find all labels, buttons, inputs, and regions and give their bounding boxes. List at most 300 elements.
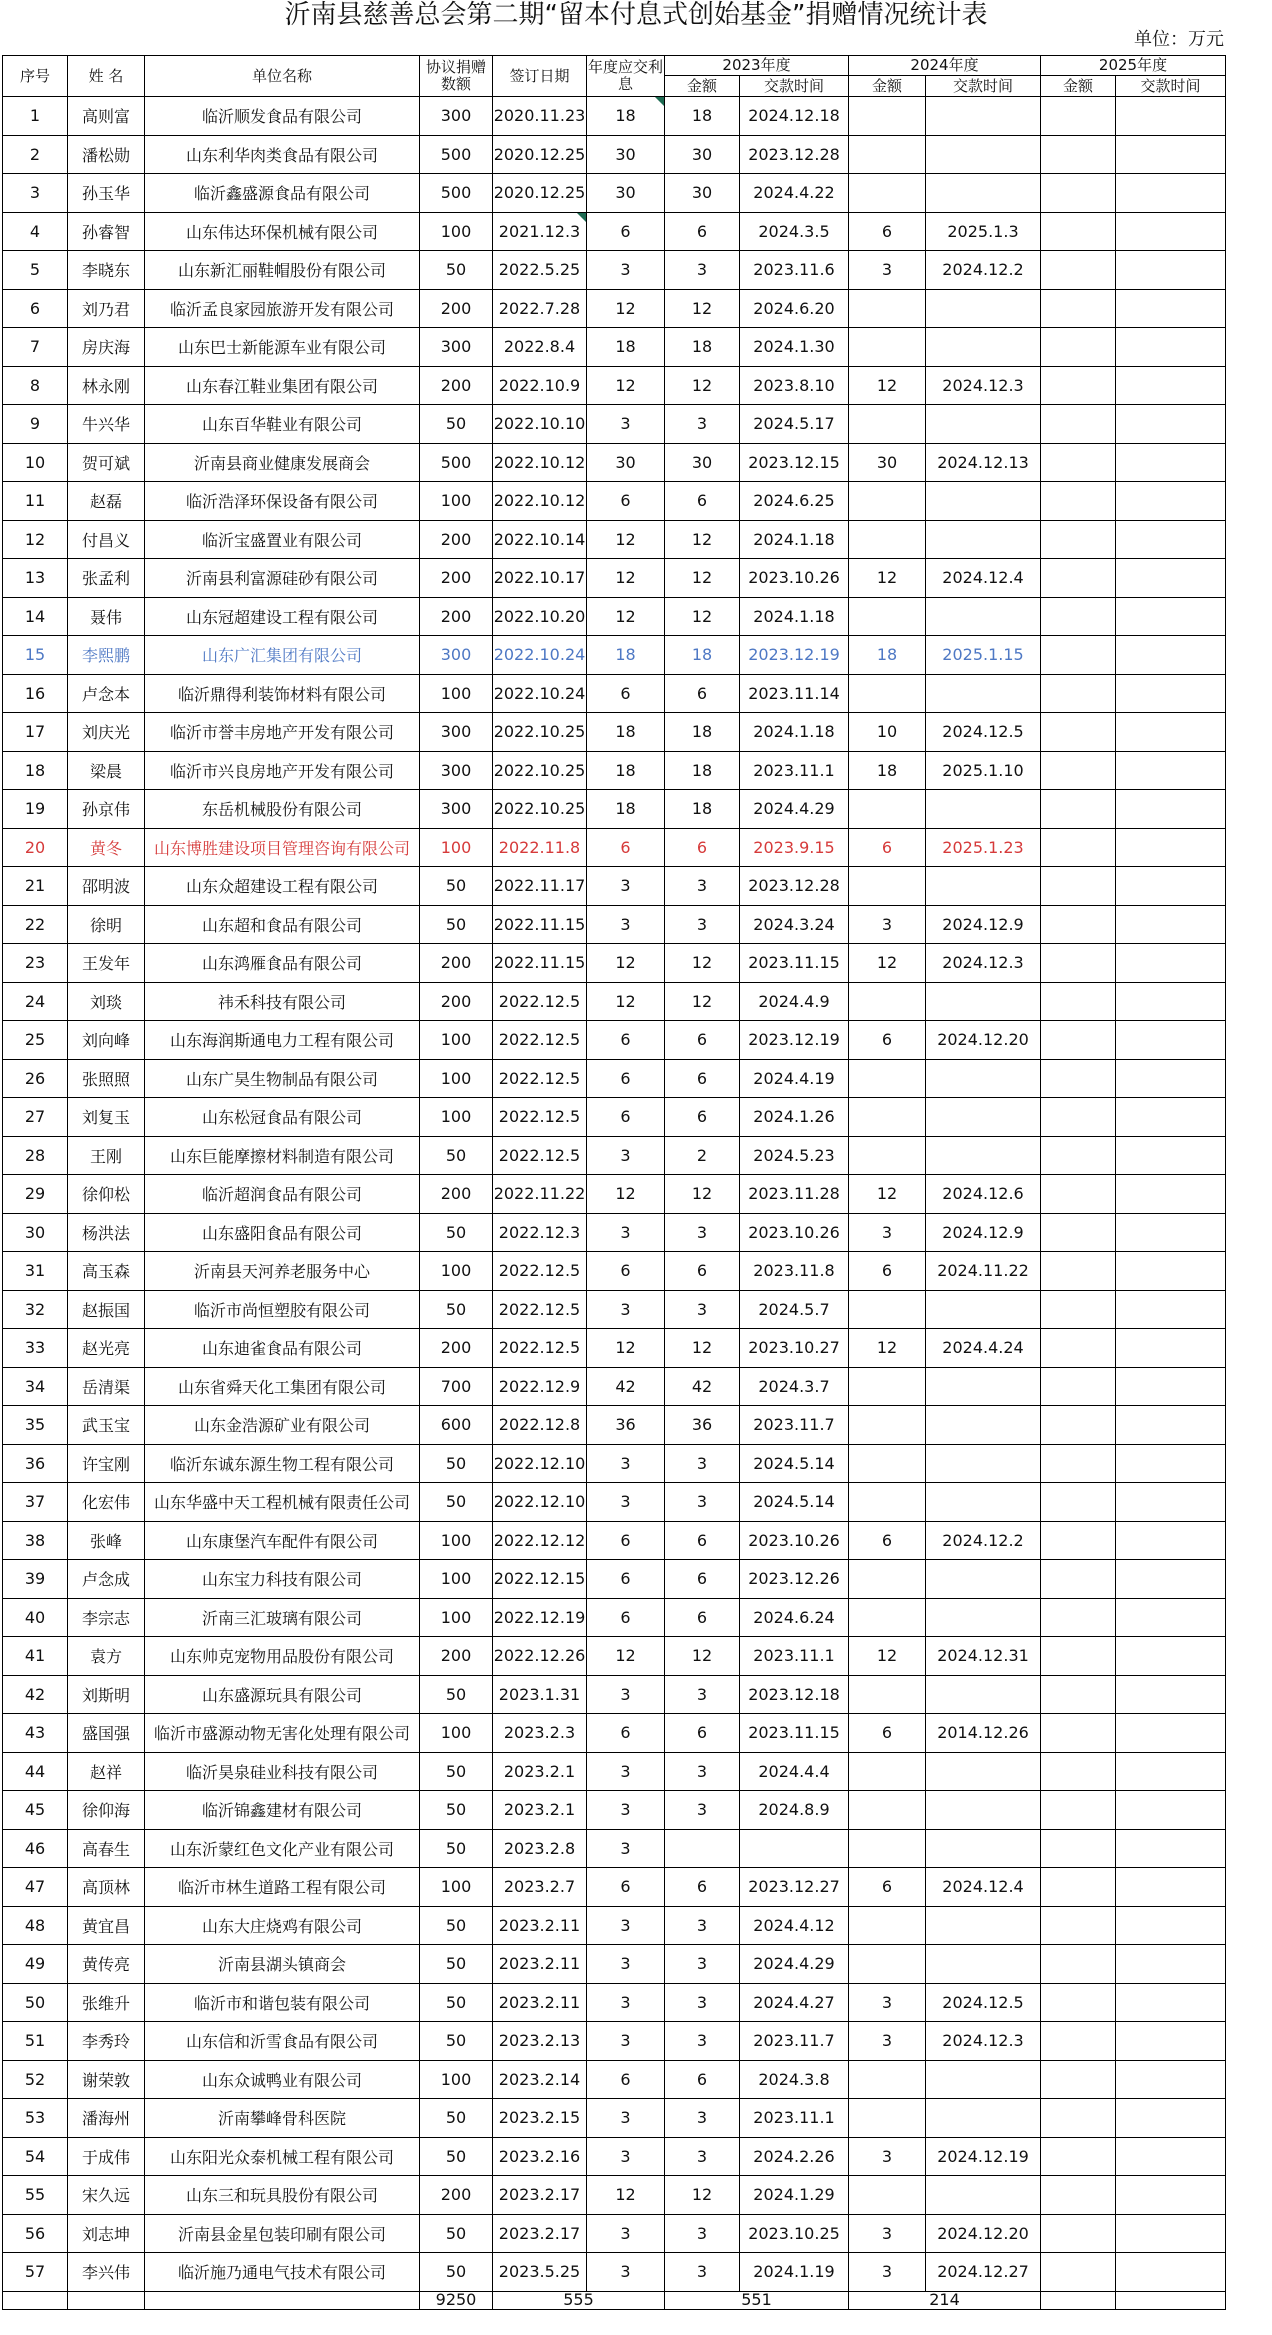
header-date: 签订日期 bbox=[493, 56, 587, 97]
name-cell: 刘庆光 bbox=[68, 713, 145, 752]
amount-2024-cell bbox=[849, 482, 926, 521]
amount-cell: 300 bbox=[420, 328, 493, 367]
amount-2025-cell bbox=[1041, 520, 1116, 559]
table-row bbox=[3, 636, 1226, 675]
name-cell: 赵光亮 bbox=[68, 1329, 145, 1368]
interest-cell: 12 bbox=[587, 289, 665, 328]
time-2024-cell: 2024.12.3 bbox=[926, 944, 1041, 983]
amount-2025-cell bbox=[1041, 713, 1116, 752]
interest-cell: 6 bbox=[587, 1868, 665, 1907]
amount-2024-cell: 12 bbox=[849, 944, 926, 983]
time-2023-cell: 2023.11.7 bbox=[740, 1406, 849, 1445]
time-2024-cell bbox=[926, 790, 1041, 829]
amount-2024-cell: 3 bbox=[849, 251, 926, 290]
amount-cell: 600 bbox=[420, 1406, 493, 1445]
company-cell: 山东省舜天化工集团有限公司 bbox=[145, 1367, 420, 1406]
time-2025-cell bbox=[1116, 2060, 1226, 2099]
amount-2024-cell: 12 bbox=[849, 1175, 926, 1214]
interest-cell: 18 bbox=[587, 636, 665, 675]
amount-2023-cell: 30 bbox=[665, 174, 740, 213]
amount-2024-cell: 18 bbox=[849, 636, 926, 675]
amount-2024-cell: 6 bbox=[849, 1021, 926, 1060]
totals-cell bbox=[68, 2291, 145, 2309]
interest-cell: 6 bbox=[587, 482, 665, 521]
name-cell: 潘松勋 bbox=[68, 135, 145, 174]
time-2024-cell: 2025.1.3 bbox=[926, 212, 1041, 251]
amount-2023-cell: 3 bbox=[665, 405, 740, 444]
time-2024-cell bbox=[926, 1136, 1041, 1175]
amount-cell: 100 bbox=[420, 482, 493, 521]
time-2023-cell: 2024.4.19 bbox=[740, 1059, 849, 1098]
seq-cell: 53 bbox=[3, 2099, 68, 2138]
name-cell: 黄宜昌 bbox=[68, 1906, 145, 1945]
donation-table bbox=[2, 55, 1226, 2310]
interest-cell: 3 bbox=[587, 251, 665, 290]
amount-2024-cell bbox=[849, 1444, 926, 1483]
amount-2025-cell bbox=[1041, 1598, 1116, 1637]
time-2024-cell bbox=[926, 1098, 1041, 1137]
seq-cell: 18 bbox=[3, 751, 68, 790]
amount-cell: 200 bbox=[420, 1329, 493, 1368]
seq-cell: 11 bbox=[3, 482, 68, 521]
name-cell: 高则富 bbox=[68, 97, 145, 136]
amount-2023-cell: 3 bbox=[665, 1752, 740, 1791]
time-2023-cell: 2024.5.23 bbox=[740, 1136, 849, 1175]
amount-2023-cell: 6 bbox=[665, 828, 740, 867]
seq-cell: 21 bbox=[3, 867, 68, 906]
table-row bbox=[3, 2176, 1226, 2215]
amount-cell: 100 bbox=[420, 1021, 493, 1060]
company-cell: 沂南县商业健康发展商会 bbox=[145, 443, 420, 482]
time-2024-cell bbox=[926, 1059, 1041, 1098]
date-cell: 2022.10.25 bbox=[493, 790, 587, 829]
table-row bbox=[3, 1098, 1226, 1137]
seq-cell: 36 bbox=[3, 1444, 68, 1483]
time-2025-cell bbox=[1116, 1829, 1226, 1868]
date-cell: 2022.10.9 bbox=[493, 366, 587, 405]
seq-cell: 16 bbox=[3, 674, 68, 713]
amount-cell: 50 bbox=[420, 1483, 493, 1522]
table-row bbox=[3, 1252, 1226, 1291]
name-cell: 高玉森 bbox=[68, 1252, 145, 1291]
date-cell: 2022.12.5 bbox=[493, 1329, 587, 1368]
time-2024-cell bbox=[926, 1444, 1041, 1483]
time-2024-cell: 2024.12.6 bbox=[926, 1175, 1041, 1214]
company-cell: 山东华盛中天工程机械有限责任公司 bbox=[145, 1483, 420, 1522]
amount-cell: 50 bbox=[420, 405, 493, 444]
amount-cell: 50 bbox=[420, 2099, 493, 2138]
time-2024-cell bbox=[926, 1367, 1041, 1406]
company-cell: 祎禾科技有限公司 bbox=[145, 982, 420, 1021]
amount-cell: 50 bbox=[420, 1906, 493, 1945]
interest-cell: 3 bbox=[587, 1483, 665, 1522]
name-cell: 刘斯明 bbox=[68, 1675, 145, 1714]
time-2024-cell: 2024.12.20 bbox=[926, 1021, 1041, 1060]
total-2023: 551 bbox=[665, 2291, 849, 2309]
amount-cell: 50 bbox=[420, 2137, 493, 2176]
name-cell: 徐仰松 bbox=[68, 1175, 145, 1214]
date-cell: 2023.2.17 bbox=[493, 2214, 587, 2253]
seq-cell: 31 bbox=[3, 1252, 68, 1291]
amount-cell: 200 bbox=[420, 289, 493, 328]
interest-cell: 6 bbox=[587, 2060, 665, 2099]
interest-cell: 3 bbox=[587, 1136, 665, 1175]
time-2024-cell bbox=[926, 405, 1041, 444]
seq-cell: 29 bbox=[3, 1175, 68, 1214]
time-2024-cell: 2025.1.15 bbox=[926, 636, 1041, 675]
time-2025-cell bbox=[1116, 1136, 1226, 1175]
amount-2024-cell: 3 bbox=[849, 2214, 926, 2253]
table-row bbox=[3, 2060, 1226, 2099]
amount-2025-cell bbox=[1041, 482, 1116, 521]
date-cell: 2023.1.31 bbox=[493, 1675, 587, 1714]
amount-2024-cell bbox=[849, 790, 926, 829]
company-cell: 临沂市林生道路工程有限公司 bbox=[145, 1868, 420, 1907]
seq-cell: 46 bbox=[3, 1829, 68, 1868]
seq-cell: 32 bbox=[3, 1290, 68, 1329]
amount-2025-cell bbox=[1041, 97, 1116, 136]
amount-cell: 50 bbox=[420, 1213, 493, 1252]
date-cell: 2020.12.25 bbox=[493, 174, 587, 213]
seq-cell: 4 bbox=[3, 212, 68, 251]
date-cell: 2022.8.4 bbox=[493, 328, 587, 367]
interest-cell: 6 bbox=[587, 1714, 665, 1753]
time-2024-cell bbox=[926, 867, 1041, 906]
amount-cell: 500 bbox=[420, 174, 493, 213]
time-2025-cell bbox=[1116, 1175, 1226, 1214]
time-2024-cell bbox=[926, 328, 1041, 367]
seq-cell: 20 bbox=[3, 828, 68, 867]
company-cell: 临沂宝盛置业有限公司 bbox=[145, 520, 420, 559]
name-cell: 李兴伟 bbox=[68, 2253, 145, 2292]
time-2025-cell bbox=[1116, 1406, 1226, 1445]
time-2024-cell bbox=[926, 2176, 1041, 2215]
seq-cell: 45 bbox=[3, 1791, 68, 1830]
name-cell: 许宝刚 bbox=[68, 1444, 145, 1483]
amount-cell: 200 bbox=[420, 982, 493, 1021]
interest-cell: 3 bbox=[587, 2099, 665, 2138]
interest-cell: 12 bbox=[587, 2176, 665, 2215]
total-amount: 9250 bbox=[420, 2291, 493, 2309]
table-row bbox=[3, 1059, 1226, 1098]
time-2025-cell bbox=[1116, 2176, 1226, 2215]
amount-2024-cell bbox=[849, 97, 926, 136]
company-cell: 山东冠超建设工程有限公司 bbox=[145, 597, 420, 636]
time-2025-cell bbox=[1116, 867, 1226, 906]
date-cell: 2021.12.3 bbox=[493, 212, 587, 251]
amount-cell: 200 bbox=[420, 559, 493, 598]
amount-2023-cell: 6 bbox=[665, 1059, 740, 1098]
time-2023-cell: 2023.11.1 bbox=[740, 751, 849, 790]
name-cell: 于成伟 bbox=[68, 2137, 145, 2176]
amount-2023-cell: 3 bbox=[665, 1945, 740, 1984]
time-2025-cell bbox=[1116, 2137, 1226, 2176]
time-2023-cell: 2024.6.25 bbox=[740, 482, 849, 521]
date-cell: 2022.11.15 bbox=[493, 944, 587, 983]
seq-cell: 42 bbox=[3, 1675, 68, 1714]
seq-cell: 47 bbox=[3, 1868, 68, 1907]
time-2023-cell: 2024.3.24 bbox=[740, 905, 849, 944]
amount-2025-cell bbox=[1041, 1213, 1116, 1252]
seq-cell: 27 bbox=[3, 1098, 68, 1137]
interest-cell: 3 bbox=[587, 1444, 665, 1483]
seq-cell: 34 bbox=[3, 1367, 68, 1406]
seq-cell: 15 bbox=[3, 636, 68, 675]
amount-cell: 700 bbox=[420, 1367, 493, 1406]
time-2024-cell: 2024.12.3 bbox=[926, 2022, 1041, 2061]
time-2025-cell bbox=[1116, 751, 1226, 790]
seq-cell: 28 bbox=[3, 1136, 68, 1175]
amount-2025-cell bbox=[1041, 674, 1116, 713]
time-2024-cell: 2024.12.5 bbox=[926, 713, 1041, 752]
date-cell: 2022.10.10 bbox=[493, 405, 587, 444]
time-2024-cell bbox=[926, 597, 1041, 636]
date-cell: 2022.10.17 bbox=[493, 559, 587, 598]
company-cell: 沂南三汇玻璃有限公司 bbox=[145, 1598, 420, 1637]
time-2025-cell bbox=[1116, 636, 1226, 675]
amount-cell: 50 bbox=[420, 2253, 493, 2292]
seq-cell: 1 bbox=[3, 97, 68, 136]
time-2024-cell bbox=[926, 1675, 1041, 1714]
amount-2025-cell bbox=[1041, 2253, 1116, 2292]
time-2025-cell bbox=[1116, 1021, 1226, 1060]
time-2024-cell bbox=[926, 520, 1041, 559]
header-2024: 2024年度 bbox=[849, 56, 1041, 76]
table-row bbox=[3, 1021, 1226, 1060]
amount-2024-cell bbox=[849, 1367, 926, 1406]
company-cell: 临沂浩泽环保设备有限公司 bbox=[145, 482, 420, 521]
amount-cell: 50 bbox=[420, 1444, 493, 1483]
company-cell: 山东金浩源矿业有限公司 bbox=[145, 1406, 420, 1445]
time-2024-cell: 2025.1.23 bbox=[926, 828, 1041, 867]
amount-cell: 100 bbox=[420, 1059, 493, 1098]
company-cell: 山东伟达环保机械有限公司 bbox=[145, 212, 420, 251]
time-2024-cell bbox=[926, 1560, 1041, 1599]
amount-2023-cell: 12 bbox=[665, 1329, 740, 1368]
header-2024-amount: 金额 bbox=[849, 76, 926, 97]
date-cell: 2023.5.25 bbox=[493, 2253, 587, 2292]
time-2024-cell bbox=[926, 1791, 1041, 1830]
date-cell: 2022.12.26 bbox=[493, 1637, 587, 1676]
seq-cell: 13 bbox=[3, 559, 68, 598]
date-cell: 2022.12.9 bbox=[493, 1367, 587, 1406]
company-cell: 临沂市誉丰房地产开发有限公司 bbox=[145, 713, 420, 752]
table-row bbox=[3, 2253, 1226, 2292]
date-cell: 2023.2.11 bbox=[493, 1906, 587, 1945]
name-cell: 梁晨 bbox=[68, 751, 145, 790]
amount-2023-cell: 3 bbox=[665, 1290, 740, 1329]
amount-2024-cell: 3 bbox=[849, 905, 926, 944]
time-2025-cell bbox=[1116, 559, 1226, 598]
date-cell: 2022.12.5 bbox=[493, 1252, 587, 1291]
amount-2023-cell: 42 bbox=[665, 1367, 740, 1406]
seq-cell: 3 bbox=[3, 174, 68, 213]
name-cell: 张孟利 bbox=[68, 559, 145, 598]
amount-cell: 300 bbox=[420, 713, 493, 752]
table-row bbox=[3, 2099, 1226, 2138]
time-2024-cell bbox=[926, 2060, 1041, 2099]
date-cell: 2022.10.24 bbox=[493, 636, 587, 675]
interest-cell: 12 bbox=[587, 366, 665, 405]
company-cell: 山东阳光众泰机械工程有限公司 bbox=[145, 2137, 420, 2176]
amount-cell: 100 bbox=[420, 1868, 493, 1907]
name-cell: 岳清渠 bbox=[68, 1367, 145, 1406]
time-2023-cell: 2024.5.17 bbox=[740, 405, 849, 444]
date-cell: 2022.12.5 bbox=[493, 1021, 587, 1060]
seq-cell: 7 bbox=[3, 328, 68, 367]
seq-cell: 24 bbox=[3, 982, 68, 1021]
seq-cell: 26 bbox=[3, 1059, 68, 1098]
amount-cell: 300 bbox=[420, 97, 493, 136]
amount-2023-cell: 12 bbox=[665, 520, 740, 559]
amount-2023-cell: 3 bbox=[665, 1983, 740, 2022]
amount-2023-cell: 2 bbox=[665, 1136, 740, 1175]
time-2023-cell: 2024.3.8 bbox=[740, 2060, 849, 2099]
amount-2024-cell bbox=[849, 1752, 926, 1791]
interest-cell: 6 bbox=[587, 1560, 665, 1599]
seq-cell: 14 bbox=[3, 597, 68, 636]
time-2025-cell bbox=[1116, 405, 1226, 444]
interest-cell: 3 bbox=[587, 1675, 665, 1714]
seq-cell: 10 bbox=[3, 443, 68, 482]
amount-2024-cell bbox=[849, 135, 926, 174]
seq-cell: 33 bbox=[3, 1329, 68, 1368]
date-cell: 2023.2.3 bbox=[493, 1714, 587, 1753]
time-2024-cell: 2024.4.24 bbox=[926, 1329, 1041, 1368]
interest-cell: 3 bbox=[587, 2022, 665, 2061]
time-2023-cell: 2023.12.19 bbox=[740, 636, 849, 675]
time-2024-cell: 2024.12.13 bbox=[926, 443, 1041, 482]
time-2025-cell bbox=[1116, 135, 1226, 174]
name-cell: 高春生 bbox=[68, 1829, 145, 1868]
time-2025-cell bbox=[1116, 251, 1226, 290]
time-2023-cell: 2024.4.29 bbox=[740, 790, 849, 829]
time-2024-cell bbox=[926, 289, 1041, 328]
company-cell: 临沂超润食品有限公司 bbox=[145, 1175, 420, 1214]
amount-2025-cell bbox=[1041, 212, 1116, 251]
seq-cell: 8 bbox=[3, 366, 68, 405]
amount-2025-cell bbox=[1041, 1906, 1116, 1945]
amount-cell: 100 bbox=[420, 1598, 493, 1637]
amount-cell: 500 bbox=[420, 135, 493, 174]
interest-cell: 18 bbox=[587, 713, 665, 752]
table-row bbox=[3, 1637, 1226, 1676]
amount-2024-cell bbox=[849, 1791, 926, 1830]
amount-2023-cell: 3 bbox=[665, 2253, 740, 2292]
name-cell: 孙睿智 bbox=[68, 212, 145, 251]
interest-cell: 6 bbox=[587, 1521, 665, 1560]
interest-cell: 12 bbox=[587, 1329, 665, 1368]
header-seq: 序号 bbox=[3, 56, 68, 97]
time-2023-cell: 2024.2.26 bbox=[740, 2137, 849, 2176]
header-2023-time: 交款时间 bbox=[740, 76, 849, 97]
company-cell: 山东海润斯通电力工程有限公司 bbox=[145, 1021, 420, 1060]
amount-2025-cell bbox=[1041, 828, 1116, 867]
date-cell: 2022.12.10 bbox=[493, 1444, 587, 1483]
time-2023-cell: 2024.4.22 bbox=[740, 174, 849, 213]
amount-cell: 50 bbox=[420, 1136, 493, 1175]
company-cell: 山东康堡汽车配件有限公司 bbox=[145, 1521, 420, 1560]
name-cell: 黄传亮 bbox=[68, 1945, 145, 1984]
amount-cell: 50 bbox=[420, 1829, 493, 1868]
amount-2024-cell: 12 bbox=[849, 1329, 926, 1368]
amount-2023-cell: 6 bbox=[665, 2060, 740, 2099]
amount-2025-cell bbox=[1041, 1059, 1116, 1098]
company-cell: 临沂孟良家园旅游开发有限公司 bbox=[145, 289, 420, 328]
company-cell: 临沂市兴良房地产开发有限公司 bbox=[145, 751, 420, 790]
date-cell: 2022.12.12 bbox=[493, 1521, 587, 1560]
name-cell: 聂伟 bbox=[68, 597, 145, 636]
seq-cell: 51 bbox=[3, 2022, 68, 2061]
interest-cell: 12 bbox=[587, 597, 665, 636]
table-row bbox=[3, 443, 1226, 482]
amount-cell: 100 bbox=[420, 1252, 493, 1291]
seq-cell: 39 bbox=[3, 1560, 68, 1599]
table-row bbox=[3, 1483, 1226, 1522]
date-cell: 2022.12.5 bbox=[493, 982, 587, 1021]
interest-cell: 3 bbox=[587, 1752, 665, 1791]
seq-cell: 55 bbox=[3, 2176, 68, 2215]
company-cell: 山东众超建设工程有限公司 bbox=[145, 867, 420, 906]
amount-2025-cell bbox=[1041, 1252, 1116, 1291]
name-cell: 王发年 bbox=[68, 944, 145, 983]
amount-2025-cell bbox=[1041, 2060, 1116, 2099]
time-2023-cell: 2024.1.18 bbox=[740, 520, 849, 559]
amount-2024-cell: 3 bbox=[849, 1213, 926, 1252]
time-2024-cell: 2024.12.2 bbox=[926, 251, 1041, 290]
amount-2025-cell bbox=[1041, 2099, 1116, 2138]
amount-cell: 200 bbox=[420, 2176, 493, 2215]
amount-2023-cell: 3 bbox=[665, 1483, 740, 1522]
amount-2025-cell bbox=[1041, 1290, 1116, 1329]
interest-cell: 3 bbox=[587, 867, 665, 906]
interest-cell: 3 bbox=[587, 1213, 665, 1252]
name-cell: 孙玉华 bbox=[68, 174, 145, 213]
amount-2025-cell bbox=[1041, 2022, 1116, 2061]
seq-cell: 9 bbox=[3, 405, 68, 444]
time-2025-cell bbox=[1116, 2099, 1226, 2138]
name-cell: 黄冬 bbox=[68, 828, 145, 867]
name-cell: 徐明 bbox=[68, 905, 145, 944]
interest-cell: 42 bbox=[587, 1367, 665, 1406]
interest-cell: 36 bbox=[587, 1406, 665, 1445]
name-cell: 房庆海 bbox=[68, 328, 145, 367]
company-cell: 山东博胜建设项目管理咨询有限公司 bbox=[145, 828, 420, 867]
time-2023-cell: 2023.10.26 bbox=[740, 559, 849, 598]
amount-2024-cell bbox=[849, 1290, 926, 1329]
time-2023-cell: 2024.8.9 bbox=[740, 1791, 849, 1830]
time-2024-cell bbox=[926, 1598, 1041, 1637]
company-cell: 山东三和玩具股份有限公司 bbox=[145, 2176, 420, 2215]
table-row bbox=[3, 1983, 1226, 2022]
table-row bbox=[3, 1791, 1226, 1830]
time-2023-cell: 2024.3.5 bbox=[740, 212, 849, 251]
time-2023-cell: 2024.5.7 bbox=[740, 1290, 849, 1329]
time-2023-cell: 2024.1.30 bbox=[740, 328, 849, 367]
table-row bbox=[3, 289, 1226, 328]
amount-cell: 50 bbox=[420, 1945, 493, 1984]
total-interest: 555 bbox=[493, 2291, 665, 2309]
time-2023-cell: 2024.4.9 bbox=[740, 982, 849, 1021]
amount-2025-cell bbox=[1041, 636, 1116, 675]
amount-2024-cell bbox=[849, 1560, 926, 1599]
seq-cell: 12 bbox=[3, 520, 68, 559]
time-2023-cell: 2024.6.24 bbox=[740, 1598, 849, 1637]
page-title: 沂南县慈善总会第二期“留本付息式创始基金”捐赠情况统计表 bbox=[284, 0, 988, 30]
company-cell: 临沂东诚东源生物工程有限公司 bbox=[145, 1444, 420, 1483]
totals-cell bbox=[3, 2291, 68, 2309]
amount-cell: 50 bbox=[420, 251, 493, 290]
